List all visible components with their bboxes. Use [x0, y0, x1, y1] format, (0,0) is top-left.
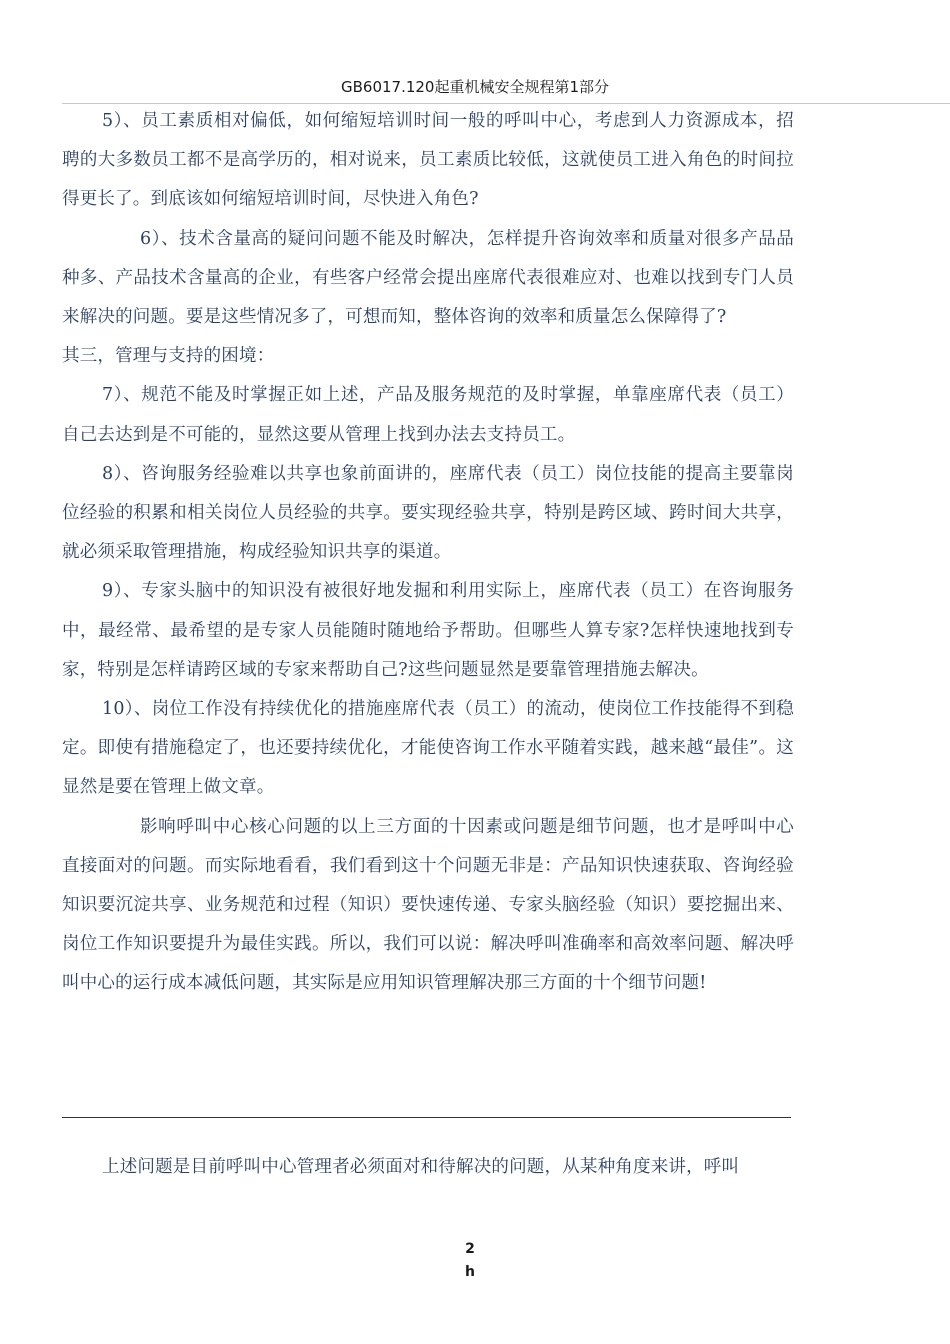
section-divider: [62, 1117, 791, 1118]
document-tail: [62, 1148, 794, 1187]
paragraph-item-9: 9）、专家头脑中的知识没有被很好地发掘和利用实际上，座席代表（员工）在咨询服务中，最经常、最希望的是专家人员能随时随地给予帮助。但哪些人算专家?怎样快速地找到专家，特别是怎样请跨区域的专家来帮助自己?这些问题显然是要靠管理措施去解决。: [62, 581, 794, 680]
paragraph-item-7: 7）、规范不能及时掌握正如上述，产品及服务规范的及时掌握，单靠座席代表（员工）自己去达到是不可能的，显然这要从管理上找到办法去支持员工。: [62, 385, 794, 445]
page-header: GB6017.120起重机械安全规程第1部分: [340, 78, 610, 96]
section-heading-management: 其三，管理与支持的困境：: [62, 346, 275, 367]
paragraph-item-8: 8）、咨询服务经验难以共享也象前面讲的，座席代表（员工）岗位技能的提高主要靠岗位经验的积累和相关岗位人员经验的共享。要实现经验共享，特别是跨区域、跨时间大共享，就必须采取管理措施，构成经验知识共享的渠道。: [62, 463, 794, 563]
page-number: [0, 1238, 940, 1284]
page-number-suffix: h: [465, 1264, 475, 1280]
document-body: [62, 102, 794, 1004]
paragraph-item-10: 10）、岗位工作没有持续优化的措施座席代表（员工）的流动，使岗位工作技能得不到稳定。即使有措施稳定了，也还要持续优化，才能使咨询工作水平随着实践，越来越“最佳”。这显然是要在管理上做文章。: [62, 699, 794, 798]
paragraph-item-6: 6）、技术含量高的疑问问题不能及时解决，怎样提升咨询效率和质量对很多产品品种多、产品技术含量高的企业，有些客户经常会提出座席代表很难应对、也难以找到专门人员来解决的问题。要是这些情况多了，可想而知，整体咨询的效率和质量怎么保障得了?: [62, 228, 794, 328]
paragraph-summary: 影响呼叫中心核心问题的以上三方面的十因素或问题是细节问题，也才是呼叫中心直接面对的问题。而实际地看看，我们看到这十个问题无非是：产品知识快速获取、咨询经验知识要沉淀共享、业务规范和过程（知识）要快速传递、专家头脑经验（知识）要挖掘出来、岗位工作知识要提升为最佳实践。所以，我们可以说：解决呼叫准确率和高效率问题、解决呼叫中心的运行成本减低问题，其实际是应用知识管理解决那三方面的十个细节问题!: [62, 816, 794, 994]
paragraph-item-5: 5）、员工素质相对偏低，如何缩短培训时间一般的呼叫中心，考虑到人力资源成本，招聘的大多数员工都不是高学历的，相对说来，员工素质比较低，这就使员工进入角色的时间拉得更长了。到底该如何缩短培训时间，尽快进入角色?: [62, 111, 794, 210]
paragraph-continuation: 上述问题是目前呼叫中心管理者必须面对和待解决的问题，从某种角度来讲，呼叫: [102, 1157, 740, 1177]
page-number-value: 2: [465, 1241, 475, 1257]
